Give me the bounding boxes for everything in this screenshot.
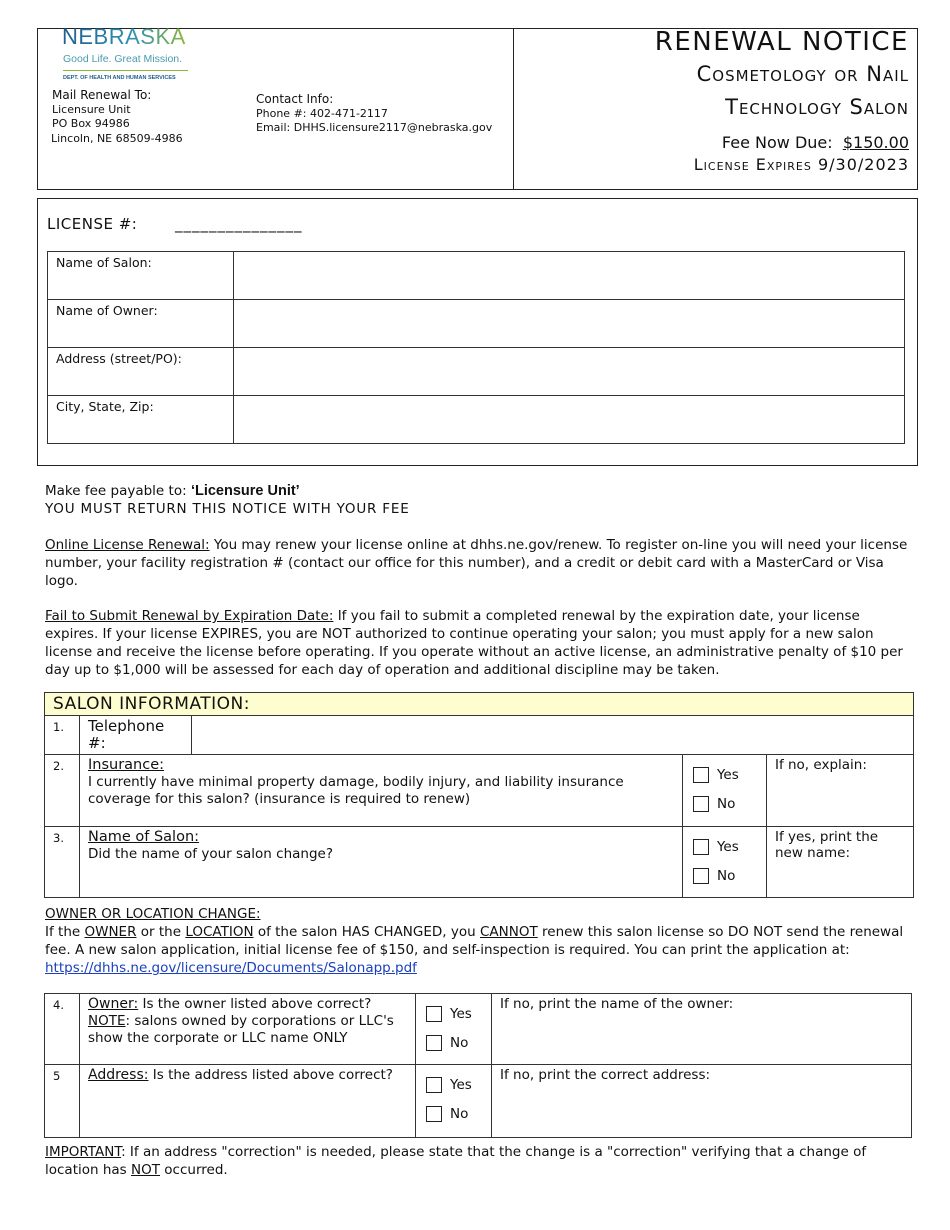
salon-name-yes-no <box>682 827 766 898</box>
mail-line2: PO Box 94986 <box>52 117 130 130</box>
mail-line3: Lincoln, NE 68509-4986 <box>51 131 183 145</box>
owner-location-heading: OWNER OR LOCATION CHANGE: <box>45 906 261 922</box>
salon-name-label: Name of Salon: <box>48 252 234 300</box>
notice-title: RENEWAL NOTICE <box>654 27 909 57</box>
address-label: Address (street/PO): <box>48 348 234 396</box>
table-row <box>45 755 914 827</box>
no-label: No <box>716 796 736 812</box>
question-number: 5 <box>45 1065 80 1138</box>
checkbox[interactable] <box>426 1106 442 1122</box>
yes-label: Yes <box>450 1077 472 1093</box>
address-title: Address: <box>88 1067 149 1083</box>
address-no-option[interactable] <box>426 1100 481 1129</box>
fee-label: Fee Now Due: <box>721 133 833 152</box>
fee-due <box>722 133 909 152</box>
note-label: NOTE <box>88 1013 126 1029</box>
salon-name-field[interactable] <box>234 252 905 300</box>
owner-yes-option[interactable] <box>426 1000 481 1029</box>
new-salon-name-field[interactable]: If yes, print the new name: <box>766 827 913 898</box>
mail-heading: Mail Renewal To: <box>52 88 152 102</box>
salon-name-title: Name of Salon: <box>88 829 200 845</box>
no-label: No <box>450 1035 469 1051</box>
insurance-yes-option[interactable] <box>693 761 756 790</box>
license-expires: License Expires 9/30/2023 <box>693 155 909 174</box>
salon-name-yes-option[interactable] <box>693 833 756 862</box>
mail-line1: Licensure Unit <box>52 102 131 116</box>
contact-heading: Contact Info: <box>256 92 334 106</box>
license-info-table <box>47 251 905 444</box>
important-note <box>45 1143 915 1179</box>
contact-phone: Phone #: 402-471-2117 <box>256 106 388 120</box>
yes-label: Yes <box>450 1006 472 1022</box>
notice-subtitle-1: Cosmetology or Nail <box>696 62 909 86</box>
owner-no-option[interactable] <box>426 1029 481 1058</box>
insurance-no-option[interactable] <box>693 790 756 819</box>
header-divider <box>513 28 514 190</box>
text: of the salon HAS CHANGED, you <box>253 924 480 940</box>
important-label: IMPORTANT <box>45 1144 122 1160</box>
payee: ‘Licensure Unit’ <box>190 483 300 499</box>
must-return-notice: YOU MUST RETURN THIS NOTICE WITH YOUR FEE <box>45 501 410 517</box>
question-number: 2. <box>45 755 80 827</box>
text: OWNER <box>84 924 137 940</box>
logo-rule <box>63 70 188 71</box>
text: NOT <box>131 1162 160 1178</box>
text: occurred. <box>160 1162 228 1178</box>
salon-application-link[interactable]: https://dhhs.ne.gov/licensure/Documents/Salonapp.pdf <box>45 960 417 976</box>
license-number-field[interactable]: _______________ <box>175 215 303 233</box>
telephone-label: Telephone #: <box>80 716 192 755</box>
fail-heading: Fail to Submit Renewal by Expiration Date: <box>45 608 334 624</box>
salon-name-change-question <box>80 827 683 898</box>
table-row <box>45 994 912 1065</box>
logo-tagline: Good Life. Great Mission. <box>63 53 183 65</box>
table-row <box>48 348 905 396</box>
city-state-zip-label: City, State, Zip: <box>48 396 234 444</box>
question-number: 1. <box>45 716 80 755</box>
fee-amount: $150.00 <box>842 133 909 152</box>
salon-information-table <box>44 692 914 898</box>
fail-body: If you fail to submit a completed renewal by the expiration date, your license expires. If your license EXPIRES, you are NOT authorized to continue operating your salon; you must apply for a new salon license and receive the license before operating. If you operate without an active license, an administrative penalty of $10 per day up to $1,000 will be assessed for each day of operation and additional discipline may be taken. <box>45 608 903 678</box>
owner-name-field[interactable] <box>234 300 905 348</box>
insurance-title: Insurance: <box>88 757 165 773</box>
table-row <box>48 396 905 444</box>
fail-to-submit-paragraph <box>45 607 915 679</box>
salon-info-heading: SALON INFORMATION: <box>45 693 914 716</box>
table-row <box>48 252 905 300</box>
mail-address <box>52 88 183 146</box>
online-heading: Online License Renewal: <box>45 537 210 553</box>
owner-text: Is the owner listed above correct? <box>138 996 372 1012</box>
question-number: 3. <box>45 827 80 898</box>
logo-dept: DEPT. OF HEALTH AND HUMAN SERVICES <box>63 75 176 81</box>
text: LOCATION <box>185 924 254 940</box>
question-number: 4. <box>45 994 80 1065</box>
text: : If an address "correction" is needed, please state that the change is a "correction" verifying that a change of location has <box>45 1144 867 1178</box>
address-correction-field[interactable]: If no, print the correct address: <box>492 1065 912 1138</box>
text: or the <box>136 924 186 940</box>
telephone-field[interactable] <box>192 716 914 755</box>
owner-yes-no <box>416 994 492 1065</box>
license-number-label: LICENSE #: <box>47 215 138 233</box>
checkbox[interactable] <box>693 767 709 783</box>
owner-question <box>80 994 416 1065</box>
payable-to <box>45 482 300 500</box>
table-row <box>48 300 905 348</box>
checkbox[interactable] <box>426 1035 442 1051</box>
insurance-explain-field[interactable]: If no, explain: <box>766 755 913 827</box>
nebraska-logo: NEBRASKA <box>62 24 186 49</box>
checkbox[interactable] <box>693 868 709 884</box>
address-question <box>80 1065 416 1138</box>
text: renew this salon license so DO NOT send the renewal fee. A new salon application, initial license fee of $150, and self-inspection is required. You can print the application at: <box>45 924 904 958</box>
checkbox[interactable] <box>693 839 709 855</box>
city-state-zip-field[interactable] <box>234 396 905 444</box>
text: CANNOT <box>479 924 538 940</box>
owner-location-change <box>45 905 915 977</box>
yes-label: Yes <box>716 839 739 855</box>
address-yes-option[interactable] <box>426 1071 481 1100</box>
payable-prefix: Make fee payable to: <box>45 483 191 499</box>
salon-name-no-option[interactable] <box>693 862 756 891</box>
owner-address-table <box>44 993 912 1138</box>
owner-title: Owner: <box>88 996 139 1012</box>
insurance-yes-no <box>682 755 766 827</box>
table-row <box>45 716 914 755</box>
salon-name-text: Did the name of your salon change? <box>88 846 333 862</box>
contact-info <box>256 92 492 136</box>
insurance-question <box>80 755 683 827</box>
checkbox[interactable] <box>426 1077 442 1093</box>
owner-name-correction-field[interactable]: If no, print the name of the owner: <box>492 994 912 1065</box>
address-yes-no <box>416 1065 492 1138</box>
address-field[interactable] <box>234 348 905 396</box>
address-text: Is the address listed above correct? <box>148 1067 393 1083</box>
online-body: You may renew your license online at dhhs.ne.gov/renew. To register on-line you will need your license number, your facility registration # (contact our office for this number), and a credit or debit card with a MasterCard or Visa logo. <box>45 537 908 589</box>
yes-label: Yes <box>716 767 739 783</box>
owner-name-label: Name of Owner: <box>48 300 234 348</box>
text: If the <box>45 924 85 940</box>
checkbox[interactable] <box>426 1006 442 1022</box>
no-label: No <box>716 868 736 884</box>
table-row <box>45 1065 912 1138</box>
notice-subtitle-2: Technology Salon <box>725 95 909 119</box>
checkbox[interactable] <box>693 796 709 812</box>
contact-email: Email: DHHS.licensure2117@nebraska.gov <box>256 121 493 134</box>
note-text: : salons owned by corporations or LLC's show the corporate or LLC name ONLY <box>88 1013 394 1046</box>
table-row <box>45 827 914 898</box>
no-label: No <box>450 1106 469 1122</box>
online-renewal-paragraph <box>45 536 915 590</box>
insurance-text: I currently have minimal property damage, bodily injury, and liability insurance coverage for this salon? (insurance is required to renew) <box>88 774 624 807</box>
